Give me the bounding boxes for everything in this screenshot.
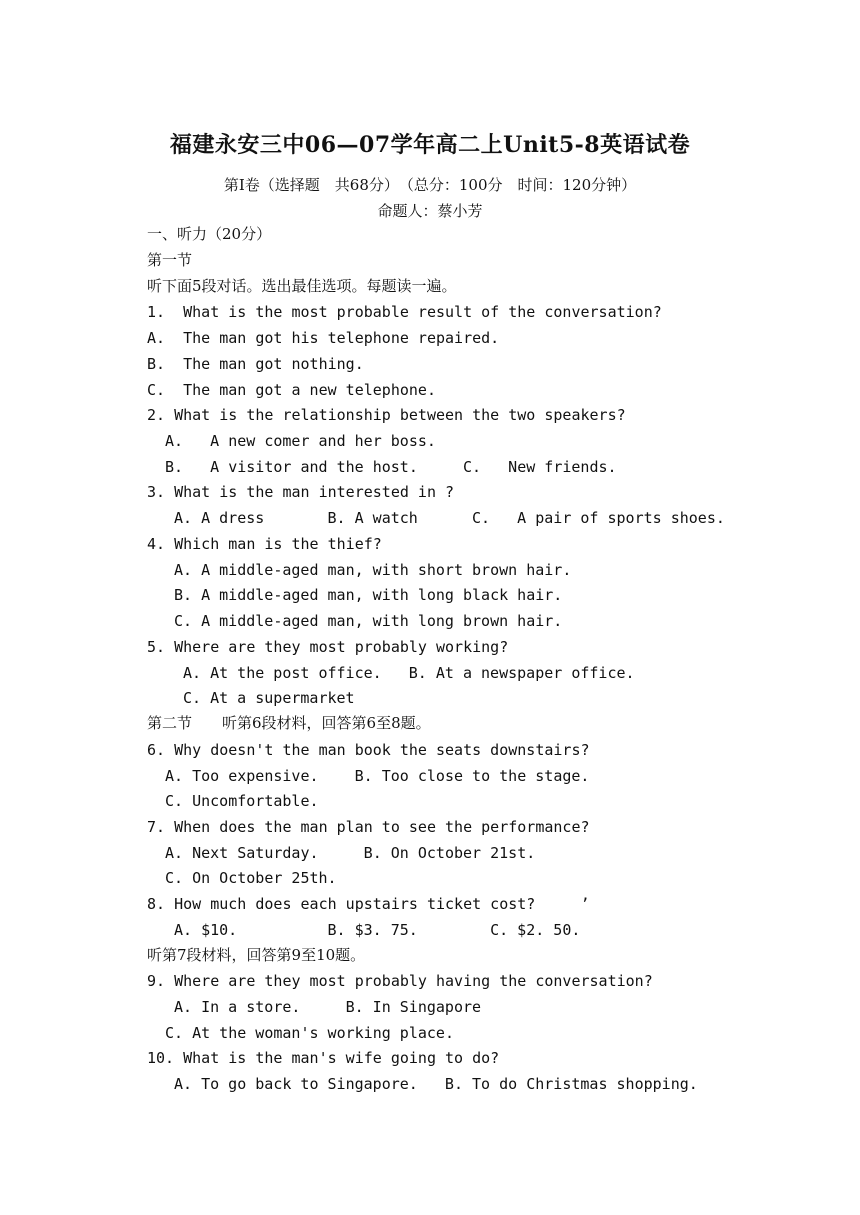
option-2a: A. A new comer and her boss. [165,432,436,450]
option-10ab: A. To go back to Singapore. B. To do Christmas shopping. [174,1075,698,1093]
option-5ab: A. At the post office. B. At a newspaper office. [183,664,635,682]
option-2bc: B. A visitor and the host. C. New friends. [165,458,617,476]
option-6ab: A. Too expensive. B. Too close to the stage. [165,767,590,785]
option-1c: C. The man got a new telephone. [147,381,436,399]
section-2-heading: 第二节 听第6段材料，回答第6至8题。 [147,714,431,732]
option-7ab: A. Next Saturday. B. On October 21st. [165,844,536,862]
question-1: 1. What is the most probable result of the conversation? [147,303,662,321]
section-heading: 一、听力（20分） [147,225,272,243]
option-4a: A. A middle-aged man, with short brown hair. [174,561,572,579]
question-6: 6. Why doesn't the man book the seats downstairs? [147,741,590,759]
question-4: 4. Which man is the thief? [147,535,382,553]
option-5c: C. At a supermarket [183,689,355,707]
option-6c: C. Uncomfortable. [165,792,319,810]
question-5: 5. Where are they most probably working? [147,638,509,656]
option-1b: B. The man got nothing. [147,355,364,373]
question-2: 2. What is the relationship between the two speakers? [147,406,626,424]
question-9: 9. Where are they most probably having the conversation? [147,972,653,990]
option-7c: C. On October 25th. [165,869,337,887]
question-8: 8. How much does each upstairs ticket cost? ’ [147,895,590,913]
options-8: A. $10. B. $3. 75. C. $2. 50. [174,921,581,939]
instruction-text: 听下面5段对话。选出最佳选项。每题读一遍。 [147,277,457,295]
exam-subtitle: 第I卷（选择题 共68分） （总分：100分 时间：120分钟） [223,176,637,194]
option-4c: C. A middle-aged man, with long brown hair. [174,612,563,630]
exam-title: 福建永安三中06—07学年高二上Unit5-8英语试卷 [169,132,691,158]
question-3: 3. What is the man interested in ? [147,483,455,501]
option-9c: C. At the woman's working place. [165,1024,454,1042]
question-10: 10. What is the man's wife going to do? [147,1049,500,1067]
option-9ab: A. In a store. B. In Singapore [174,998,482,1016]
option-4b: B. A middle-aged man, with long black hair. [174,586,563,604]
option-1a: A. The man got his telephone repaired. [147,329,500,347]
exam-author: 命题人：蔡小芳 [377,202,483,220]
question-7: 7. When does the man plan to see the performance? [147,818,590,836]
options-3: A. A dress B. A watch C. A pair of sports shoes. [174,509,725,527]
subsection-heading: 第一节 [147,251,193,269]
section-7-heading: 听第7段材料，回答第9至10题。 [147,946,366,964]
